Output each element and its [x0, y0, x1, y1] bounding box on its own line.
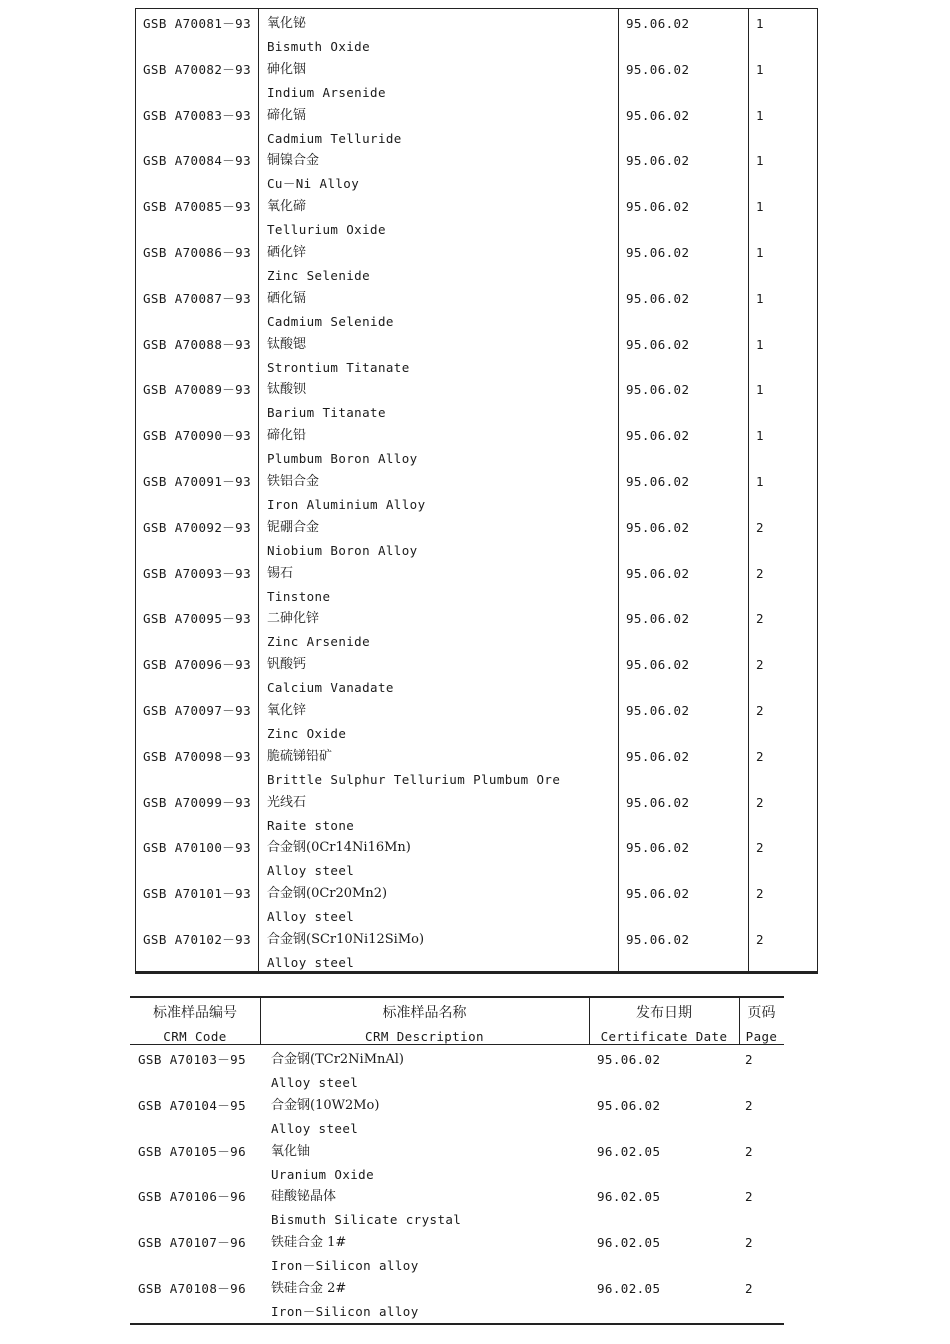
- crm-name-cn: 砷化铟: [267, 61, 307, 77]
- header-crm-code-cn: 标准样品编号: [153, 1005, 237, 1021]
- table1-bottom-rule: [135, 971, 818, 974]
- crm-code: GSB A70100－93: [143, 840, 252, 856]
- header-certificate-date-en: Certificate Date: [600, 1029, 728, 1044]
- crm-code: GSB A70095－93: [143, 611, 252, 627]
- crm-name-cn: 铌硼合金: [267, 519, 320, 535]
- crm-name-cn: 合金钢(TCr2NiMnAl): [271, 1052, 405, 1067]
- certificate-date: 96.02.05: [597, 1189, 661, 1205]
- crm-name-cn: 脆硫锑铅矿: [267, 748, 333, 764]
- crm-name-cn: 钛酸锶: [267, 336, 307, 352]
- certificate-date: 95.06.02: [626, 382, 690, 398]
- crm-name-cn: 硅酸铋晶体: [271, 1189, 337, 1205]
- certificate-date: 95.06.02: [626, 428, 690, 444]
- page-number: 2: [756, 932, 764, 947]
- crm-name-cn: 铁硅合金 1#: [271, 1235, 347, 1251]
- crm-name-en: Strontium Titanate: [267, 359, 410, 375]
- crm-code: GSB A70087－93: [143, 290, 252, 306]
- page-number: 1: [756, 61, 764, 77]
- crm-code: GSB A70093－93: [143, 565, 252, 581]
- crm-code: GSB A70085－93: [143, 199, 252, 215]
- header-certificate-date-cn: 发布日期: [636, 1005, 692, 1021]
- page-number: 2: [745, 1281, 753, 1296]
- header-crm-description-cn: 标准样品名称: [382, 1005, 467, 1021]
- crm-name-en: Alloy steel: [267, 955, 355, 970]
- certificate-date: 95.06.02: [626, 657, 690, 673]
- table1-right-border: [817, 8, 818, 972]
- crm-name-en: Cadmium Selenide: [267, 313, 394, 329]
- certificate-date: 95.06.02: [626, 245, 690, 260]
- page-number: 1: [756, 474, 764, 489]
- crm-name-en: Cadmium Telluride: [267, 130, 402, 146]
- certificate-date: 96.02.05: [597, 1281, 661, 1296]
- crm-name-en: Tellurium Oxide: [267, 222, 386, 238]
- page-number: 1: [756, 107, 764, 123]
- certificate-date: 95.06.02: [626, 107, 690, 123]
- crm-code: GSB A70092－93: [143, 519, 252, 535]
- page-number: 2: [756, 657, 764, 673]
- crm-name-en: Zinc Oxide: [267, 726, 347, 741]
- crm-code: GSB A70082－93: [143, 61, 252, 77]
- crm-code: GSB A70083－93: [143, 107, 252, 123]
- certificate-date: 96.02.05: [597, 1235, 661, 1251]
- crm-name-en: Indium Arsenide: [267, 84, 386, 100]
- crm-name-en: Brittle Sulphur Tellurium Plumbum Ore: [267, 771, 561, 787]
- certificate-date: 95.06.02: [626, 886, 690, 902]
- certificate-date: 95.06.02: [626, 932, 690, 947]
- certificate-date: 95.06.02: [626, 474, 690, 489]
- certificate-date: 95.06.02: [597, 1097, 661, 1113]
- crm-name-en: Alloy steel: [267, 863, 355, 879]
- crm-code: GSB A70098－93: [143, 748, 252, 764]
- crm-code: GSB A70108－96: [138, 1281, 247, 1296]
- page-number: 1: [756, 199, 764, 215]
- certificate-date: 95.06.02: [626, 748, 690, 764]
- crm-code: GSB A70104－95: [138, 1097, 247, 1113]
- header-crm-code-en: CRM Code: [163, 1029, 227, 1044]
- crm-name-cn: 硒化锌: [267, 245, 307, 260]
- crm-code: GSB A70097－93: [143, 703, 252, 718]
- crm-name-cn: 氧化碲: [267, 199, 307, 215]
- page-number: 1: [756, 428, 764, 444]
- crm-code: GSB A70091－93: [143, 474, 252, 489]
- certificate-date: 95.06.02: [626, 153, 690, 169]
- crm-name-cn: 光线石: [267, 794, 307, 810]
- page-number: 2: [745, 1097, 753, 1113]
- crm-code: GSB A70096－93: [143, 657, 252, 673]
- table1-divider-date: [748, 8, 749, 972]
- crm-name-en: Tinstone: [267, 588, 331, 604]
- certificate-date: 95.06.02: [626, 61, 690, 77]
- crm-name-cn: 氧化锌: [267, 703, 307, 718]
- page-number: 1: [756, 382, 764, 398]
- crm-code: GSB A70089－93: [143, 382, 252, 398]
- table1-top-border: [135, 8, 817, 9]
- crm-name-en: Calcium Vanadate: [267, 680, 394, 696]
- crm-name-cn: 合金钢(0Cr14Ni16Mn): [267, 840, 411, 856]
- page-number: 2: [756, 519, 764, 535]
- page-number: 2: [756, 748, 764, 764]
- crm-name-cn: 铁铝合金: [267, 474, 320, 489]
- certificate-date: 95.06.02: [626, 703, 690, 718]
- crm-code: GSB A70105－96: [138, 1143, 247, 1159]
- crm-code: GSB A70099－93: [143, 794, 252, 810]
- crm-name-en: Niobium Boron Alloy: [267, 542, 418, 558]
- crm-name-cn: 铁硅合金 2#: [271, 1281, 347, 1296]
- crm-name-cn: 二砷化锌: [267, 611, 320, 627]
- certificate-date: 95.06.02: [626, 794, 690, 810]
- crm-name-en: Alloy steel: [271, 1120, 359, 1136]
- crm-name-en: Plumbum Boron Alloy: [267, 451, 418, 467]
- page-number: 1: [756, 290, 764, 306]
- crm-name-en: Bismuth Oxide: [267, 39, 371, 54]
- page-number: 2: [756, 703, 764, 718]
- crm-name-cn: 碲化铅: [267, 428, 307, 444]
- crm-name-cn: 合金钢(0Cr20Mn2): [267, 886, 388, 902]
- certificate-date: 96.02.05: [597, 1143, 661, 1159]
- crm-code: GSB A70084－93: [143, 153, 252, 169]
- crm-name-en: Alloy steel: [271, 1075, 359, 1090]
- crm-code: GSB A70106－96: [138, 1189, 247, 1205]
- crm-name-en: Alloy steel: [267, 909, 355, 925]
- page-number: 2: [756, 840, 764, 856]
- crm-name-cn: 硒化镉: [267, 290, 307, 306]
- crm-name-cn: 铜镍合金: [267, 153, 320, 169]
- header-page-cn: 页码: [747, 1005, 776, 1021]
- crm-code: GSB A70086－93: [143, 245, 252, 260]
- certificate-date: 95.06.02: [626, 336, 690, 352]
- crm-code: GSB A70090－93: [143, 428, 252, 444]
- crm-name-en: Cu－Ni Alloy: [267, 176, 360, 192]
- crm-name-cn: 碲化镉: [267, 107, 307, 123]
- page-number: 2: [745, 1189, 753, 1205]
- page-number: 2: [745, 1052, 753, 1067]
- header-crm-description-en: CRM Description: [365, 1029, 484, 1044]
- page-number: 1: [756, 16, 764, 31]
- table2-top-rule: [130, 996, 784, 998]
- crm-name-cn: 锡石: [267, 565, 294, 581]
- crm-name-en: Iron Aluminium Alloy: [267, 497, 426, 512]
- crm-code: GSB A70102－93: [143, 932, 252, 947]
- crm-name-en: Bismuth Silicate crystal: [271, 1212, 462, 1228]
- header-page-en: Page: [745, 1029, 778, 1044]
- crm-name-cn: 氧化铋: [267, 16, 307, 31]
- crm-name-cn: 氧化铀: [271, 1143, 311, 1159]
- crm-name-en: Zinc Arsenide: [267, 634, 371, 650]
- certificate-date: 95.06.02: [626, 565, 690, 581]
- crm-code: GSB A70081－93: [143, 16, 252, 31]
- certificate-date: 95.06.02: [626, 199, 690, 215]
- page-number: 2: [745, 1235, 753, 1251]
- page-number: 1: [756, 153, 764, 169]
- crm-name-en: Raite stone: [267, 817, 355, 833]
- certificate-date: 95.06.02: [597, 1052, 661, 1067]
- page-number: 2: [745, 1143, 753, 1159]
- page-number: 1: [756, 245, 764, 260]
- certificate-date: 95.06.02: [626, 840, 690, 856]
- page-number: 2: [756, 794, 764, 810]
- crm-name-cn: 合金钢(SCr10Ni12SiMo): [267, 932, 425, 947]
- certificate-date: 95.06.02: [626, 16, 690, 31]
- crm-code: GSB A70107－96: [138, 1235, 247, 1251]
- page-number: 2: [756, 565, 764, 581]
- crm-name-cn: 合金钢(10W2Mo): [271, 1097, 380, 1113]
- crm-name-en: Iron－Silicon alloy: [271, 1258, 419, 1274]
- table1-divider-desc: [618, 8, 619, 972]
- page-number: 2: [756, 886, 764, 902]
- table1-left-border: [135, 8, 136, 972]
- certificate-date: 95.06.02: [626, 290, 690, 306]
- table2-bottom-rule: [130, 1323, 784, 1325]
- crm-name-en: Uranium Oxide: [271, 1166, 375, 1182]
- crm-code: GSB A70101－93: [143, 886, 252, 902]
- crm-name-cn: 钛酸钡: [267, 382, 307, 398]
- page-number: 2: [756, 611, 764, 627]
- crm-name-en: Zinc Selenide: [267, 268, 371, 283]
- table1-divider-code: [258, 8, 259, 972]
- crm-name-en: Iron－Silicon alloy: [271, 1304, 419, 1319]
- crm-name-en: Barium Titanate: [267, 405, 386, 421]
- crm-code: GSB A70088－93: [143, 336, 252, 352]
- certificate-date: 95.06.02: [626, 519, 690, 535]
- certificate-date: 95.06.02: [626, 611, 690, 627]
- crm-name-cn: 钒酸钙: [267, 657, 307, 673]
- crm-code: GSB A70103－95: [138, 1052, 247, 1067]
- page-number: 1: [756, 336, 764, 352]
